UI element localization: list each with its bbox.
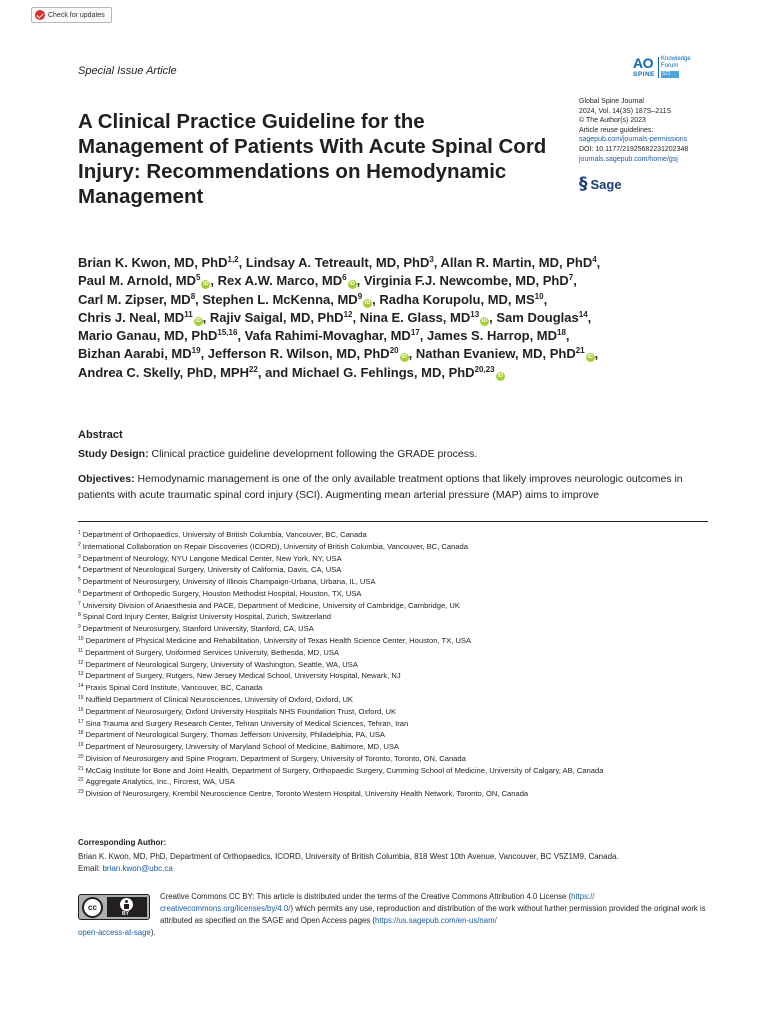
affiliation-item [78,564,718,576]
reuse-guidelines-label: Article reuse guidelines: [579,126,654,134]
sage-wordmark: Sage [590,177,622,192]
affiliation-text: Division of Neurosurgery, Krembil Neuroscience Centre, Toronto Western Hospital, University Health Network, Toronto, ON, Canada [85,789,529,799]
author-affiliation-sup: 9 [357,291,363,301]
affiliation-item [78,765,718,777]
orcid-icon[interactable]: iD [401,354,407,361]
orcid-icon[interactable]: iD [497,372,503,379]
sage-logo [579,176,622,193]
affiliations-list [78,529,718,800]
author-separator: , [372,291,380,307]
affiliation-number: 6 [78,588,81,595]
affiliation-item [78,788,718,800]
affiliation-number: 2 [78,541,81,548]
author-separator: , [356,273,364,289]
author-name: Rex A.W. Marco, MD [217,273,343,289]
affiliation-item [78,541,718,553]
author-name: Andrea C. Skelly, PhD, MPH [78,364,249,380]
corresponding-author-email-line [78,863,718,875]
sage-icon: § [579,174,588,194]
author-separator: , [200,346,208,362]
author-affiliation-sup: 4 [592,255,597,264]
author-affiliation-sup: 8 [190,291,196,301]
abstract-study-design [78,447,708,463]
author-name: Vafa Rahimi-Movaghar, MD [244,328,411,344]
orcid-icon[interactable]: iD [587,354,593,361]
logo-knowledge-line1: Knowledge [661,56,691,62]
affiliation-item [78,635,718,647]
affiliation-text: Department of Neurosurgery, University of Illinois Champaign-Urbana, Urbana, IL, USA [82,577,376,587]
author-name: Rajiv Saigal, MD, PhD [209,309,344,325]
email-link[interactable]: brian.kwon@ubc.ca [102,863,173,873]
author-separator: , [587,309,592,325]
affiliation-text: Spinal Cord Injury Center, Balgrist University Hospital, Zurich, Switzerland [82,612,331,622]
affiliation-number: 23 [78,789,84,796]
affiliation-text: Department of Neurosurgery, University of Maryland School of Medicine, Baltimore, MD, USA [85,742,399,752]
affiliation-number: 22 [78,777,84,784]
logo-spine-text: SPINE [633,71,656,78]
license-link-part1[interactable]: https:// [571,892,595,901]
author-list [78,254,708,382]
affiliation-item [78,694,718,706]
affiliation-item [78,623,718,635]
affiliation-number: 7 [78,600,81,607]
affiliation-text: Department of Neurological Surgery, University of California, Davis, CA, USA [82,565,342,575]
author-name: Brian K. Kwon, MD, PhD [78,255,228,270]
affiliation-text: Department of Neurological Surgery, Thomas Jefferson University, Philadelphia, PA, USA [85,730,385,740]
affiliation-text: Praxis Spinal Cord Institute, Vancouver, BC, Canada [85,683,263,693]
check-updates-icon [35,10,45,20]
author-name: Stephen L. McKenna, MD [202,291,358,307]
author-separator: , [565,328,570,344]
author-separator: , [408,346,416,362]
author-affiliation-sup: 19 [191,346,201,356]
author-separator: , [594,346,599,362]
affiliation-item [78,529,718,541]
author-name: James S. Harrop, MD [426,328,558,344]
affiliation-number: 4 [78,565,81,572]
affiliation-number: 14 [78,683,84,690]
study-design-text: Clinical practice guideline development following the GRADE process. [148,448,478,460]
author-name: Nina E. Glass, MD [359,309,471,325]
author-affiliation-sup: 6 [342,273,347,283]
author-separator: , [543,291,548,307]
reuse-link[interactable]: sagepub.com/journals-permissions [579,136,688,144]
author-affiliation-sup: 15,16 [217,328,238,338]
author-separator: , [419,328,427,344]
author-name: Chris J. Neal, MD [78,309,185,325]
license-text-part3: ). [150,928,156,937]
affiliation-item [78,753,718,765]
journal-meta [579,97,709,164]
affiliation-item [78,670,718,682]
corresponding-author-heading: Corresponding Author: [78,838,167,847]
author-name: Michael G. Fehlings, MD, PhD [291,364,475,380]
affiliation-number: 20 [78,753,84,760]
abstract-heading: Abstract [78,429,123,441]
author-name: Virginia F.J. Newcombe, MD, PhD [363,273,569,289]
affiliation-item [78,576,718,588]
orcid-icon[interactable]: iD [195,317,201,324]
section-divider [78,521,708,522]
author-separator: , [352,309,360,325]
logo-knowledge-forum [661,56,691,70]
affiliation-text: Nuffield Department of Clinical Neurosciences, University of Oxford, Oxford, UK [85,694,353,704]
author-affiliation-sup: 3 [429,255,434,264]
article-title: A Clinical Practice Guideline for the Management of Patients With Acute Spinal Cord Injury: Recommendations on Hemodynamic Management [78,110,547,208]
affiliation-text: Department of Neurosurgery, Stanford University, Stanford, CA, USA [82,624,314,634]
affiliation-item [78,741,718,753]
affiliation-number: 8 [78,612,81,619]
author-affiliation-sup: 21 [575,346,585,356]
author-separator: , [596,255,601,270]
affiliation-text: Sina Trauma and Surgery Research Center, Tehran University of Medical Sciences, Tehran, Iran [85,718,409,728]
author-separator: , [433,255,441,270]
author-affiliation-sup: 17 [410,328,420,338]
author-name: Nathan Evaniew, MD, PhD [415,346,576,362]
affiliation-item [78,659,718,671]
orcid-icon[interactable]: iD [349,281,355,288]
author-affiliation-sup: 20 [389,346,399,356]
affiliation-text: Aggregate Analytics, Inc., Fircrest, WA, USA [85,777,235,787]
author-separator: , [489,309,497,325]
affiliation-number: 11 [78,647,84,654]
license-text-tail [78,927,156,939]
affiliation-item [78,553,718,565]
affiliation-text: Division of Neurosurgery and Spine Program, Department of Surgery, University of Toronto, Toronto, ON, Canada [85,753,466,763]
objectives-label: Objectives: [78,473,135,485]
corresponding-author-address: Brian K. Kwon, MD, PhD, Department of Orthopaedics, ICORD, University of British Columbia, 818 West 10th Avenue, Vancouver, BC V5Z1M9, Canada. [78,852,619,861]
doi: DOI: 10.1177/21925682231202348 [579,145,689,153]
affiliation-number: 18 [78,730,84,737]
license-text-part2: ) which permits any use, reproduction and distribution of the work without further permission provided the original work is attributed as specified on the SAGE and Open Access pages ( [160,904,706,925]
author-affiliation-sup: 5 [195,273,201,283]
author-affiliation-sup: 1,2 [227,255,239,264]
attribution-person-icon [120,898,133,911]
affiliation-number: 19 [78,742,84,749]
author-name: Jefferson R. Wilson, MD, PhD [207,346,390,362]
affiliation-number: 3 [78,553,81,560]
license-text-part1: Creative Commons CC BY: This article is distributed under the terms of the Creative Commons Attribution 4.0 License ( [160,892,572,901]
license-text [160,891,710,927]
author-name: Radha Korupolu, MD, MS [379,291,535,307]
objectives-text: Hemodynamic management is one of the only available treatment options that likely improves neurologic outcomes in patients with acute traumatic spinal cord injury (SCI). Augmenting mean arterial pressure (MAP) aims to improve [78,473,683,501]
affiliation-item [78,718,718,730]
study-design-label: Study Design: [78,448,149,460]
author-separator: , [573,273,577,289]
author-name: Allan R. Martin, MD, PhD [440,255,593,270]
copyright: © The Author(s) 2023 [579,117,646,125]
affiliation-item [78,600,718,612]
logo-divider [658,57,659,78]
logo-ao-text: AO [633,55,653,71]
author-separator: , [238,255,246,270]
open-access-link-part2[interactable]: open-access-at-sage [78,928,151,937]
check-for-updates-button[interactable] [31,7,112,23]
orcid-icon[interactable]: iD [481,317,488,324]
author-affiliation-sup: 13 [470,309,480,319]
author-affiliation-sup: 18 [557,328,566,338]
author-name: Sam Douglas [496,309,579,325]
affiliation-item [78,706,718,718]
affiliation-text: Department of Neurological Surgery, University of Washington, Seattle, WA, USA [85,659,358,669]
author-affiliation-sup: 12 [343,309,353,319]
author-affiliation-sup: 14 [578,309,588,319]
affiliation-item [78,729,718,741]
affiliation-text: Department of Neurosurgery, Oxford University Hospitals NHS Foundation Trust, Oxford, UK [85,706,397,716]
author-affiliation-sup: 20,23 [474,364,495,374]
affiliation-number: 13 [78,671,84,678]
cc-by-license-badge[interactable] [78,894,150,920]
affiliation-number: 12 [78,659,84,666]
affiliation-text: Department of Surgery, Uniformed Services University, Bethesda, MD, USA [85,647,339,657]
abstract-objectives [78,472,708,503]
orcid-icon[interactable]: iD [364,299,371,306]
affiliation-text: McCaig Institute for Bone and Joint Health, Department of Surgery, Orthopaedic Surgery, Cumming School of Medicine, University of Calgary, AB, Canada [85,765,604,775]
author-affiliation-sup: 11 [184,309,193,319]
affiliation-item [78,682,718,694]
author-separator: , and [257,364,292,380]
article-type: Special Issue Article [78,65,177,77]
affiliation-number: 17 [78,718,84,725]
logo-knowledge-line2: Forum [661,63,679,69]
affiliation-text: Department of Surgery, Rutgers, New Jersey Medical School, University Hospital, Newark, NJ [85,671,401,681]
aospine-logo [633,56,705,80]
journal-name: Global Spine Journal [579,98,644,105]
check-for-updates-label: Check for updates [48,11,105,19]
email-label: Email: [78,863,103,873]
author-separator: , [202,309,210,325]
affiliation-number: 5 [78,577,81,584]
author-affiliation-sup: 22 [248,364,258,374]
affiliation-number: 1 [78,530,81,536]
creative-commons-icon: cc [82,897,103,918]
author-separator: , [210,273,218,289]
license-link-part2[interactable]: creativecommons.org/licenses/by/4.0/ [160,904,291,913]
author-affiliation-sup: 10 [534,291,544,301]
affiliation-text: International Collaboration on Repair Discoveries (ICORD), University of British Columbia, Vancouver, BC, Canada [82,541,468,551]
affiliation-number: 15 [78,694,84,701]
journal-home-link[interactable]: journals.sagepub.com/home/gsj [579,155,678,163]
affiliation-item [78,588,718,600]
affiliation-text: Department of Neurology, NYU Langone Medical Center, New York, NY, USA [82,553,342,563]
affiliation-text: Department of Physical Medicine and Rehabilitation, University of Texas Health Science Center, Houston, TX, USA [85,636,472,646]
logo-badge: SCI [661,71,679,78]
author-separator: , [237,328,245,344]
author-name: Mario Ganau, MD, PhD [78,328,218,344]
author-name: Bizhan Aarabi, MD [78,346,192,362]
affiliation-item [78,611,718,623]
affiliation-text: University Division of Anaesthesia and PACE, Department of Medicine, University of Cambridge, Cambridge, UK [82,600,460,610]
author-name: Lindsay A. Tetreault, MD, PhD [245,255,430,270]
author-affiliation-sup: 7 [568,273,574,283]
corresponding-author-details [78,851,718,874]
affiliation-number: 9 [78,624,81,631]
author-separator: , [195,291,203,307]
affiliation-text: Department of Orthopaedics, University of British Columbia, Vancouver, BC, Canada [82,530,367,539]
author-name: Carl M. Zipser, MD [78,291,191,307]
affiliation-item [78,647,718,659]
affiliation-text: Department of Orthopedic Surgery, Houston Methodist Hospital, Houston, TX, USA [82,588,362,598]
journal-volume: 2024, Vol. 14(3S) 187S–211S [579,107,672,115]
orcid-icon[interactable]: iD [203,281,209,288]
cc-by-text: BY [122,911,129,917]
open-access-link-part1[interactable]: https://us.sagepub.com/en-us/nam/ [374,916,497,925]
affiliation-number: 16 [78,706,84,713]
affiliation-number: 10 [78,636,84,643]
affiliation-number: 21 [78,765,84,772]
author-name: Paul M. Arnold, MD [78,273,196,289]
affiliation-item [78,776,718,788]
